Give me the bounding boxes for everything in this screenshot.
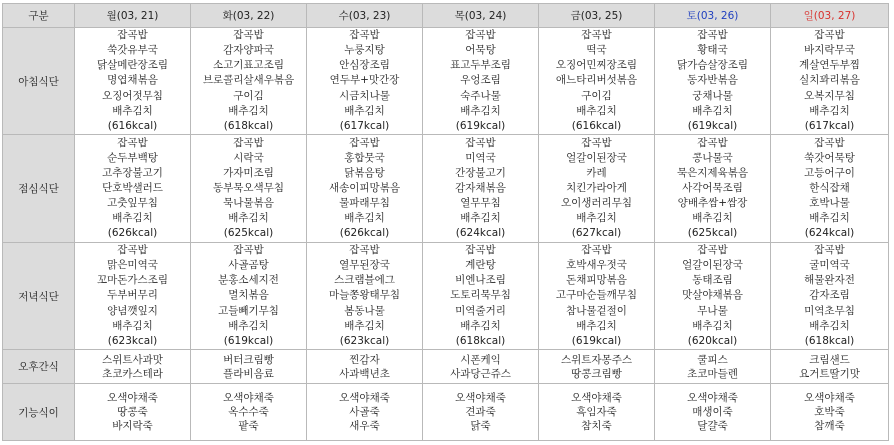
menu-cell-lunch-sat bbox=[655, 135, 771, 243]
menu-cell-snack-sun bbox=[771, 350, 889, 384]
menu-item: (618kcal) bbox=[455, 334, 506, 347]
menu-item: 잡곡밥 bbox=[697, 244, 728, 257]
menu-item: 사골곰탕 bbox=[228, 259, 269, 272]
menu-item: 매생이죽 bbox=[692, 406, 733, 418]
menu-item: 오색야채죽 bbox=[107, 392, 158, 404]
menu-item: 잡곡밥 bbox=[465, 29, 496, 42]
menu-item: 참치죽 bbox=[581, 420, 612, 432]
menu-item: 열무된장국 bbox=[339, 259, 390, 272]
menu-cell-breakfast-wed bbox=[307, 28, 423, 135]
menu-item: 궁채나물 bbox=[692, 89, 733, 102]
menu-item: 오징어젓무침 bbox=[102, 89, 163, 102]
menu-item: 꼬마돈가스조림 bbox=[96, 274, 168, 287]
menu-item: 숙주나물 bbox=[460, 89, 501, 102]
menu-item: 비엔나조림 bbox=[455, 274, 506, 287]
menu-item: 요거트딸기맛 bbox=[799, 367, 860, 380]
menu-item: 카레 bbox=[586, 166, 607, 179]
menu-cell-dinner-sat bbox=[655, 243, 771, 350]
menu-item: 잡곡밥 bbox=[581, 136, 612, 149]
menu-item: 호박새우젓국 bbox=[566, 259, 627, 272]
menu-cell-care-mon bbox=[75, 384, 191, 441]
menu-cell-lunch-thu bbox=[423, 135, 539, 243]
menu-item: 사과당근쥬스 bbox=[450, 367, 511, 380]
menu-item: 동태조림 bbox=[692, 274, 733, 287]
day-header-fri: 금(03, 25) bbox=[539, 4, 655, 28]
menu-item: 콩나물국 bbox=[692, 151, 733, 164]
menu-item: 홍합뭇국 bbox=[344, 151, 385, 164]
menu-item: 사과백년초 bbox=[339, 367, 390, 380]
menu-cell-care-wed bbox=[307, 384, 423, 441]
row-label-snack: 오후간식 bbox=[3, 350, 75, 384]
menu-item: 순두부백탕 bbox=[107, 151, 158, 164]
menu-item: 미역줄거리 bbox=[455, 304, 506, 317]
menu-item: (627kcal) bbox=[571, 227, 622, 240]
menu-item: (617kcal) bbox=[804, 119, 855, 132]
menu-item: 사각어묵조림 bbox=[682, 181, 743, 194]
menu-cell-snack-fri bbox=[539, 350, 655, 384]
menu-item: 고춧잎무침 bbox=[107, 197, 158, 210]
menu-item: 호박죽 bbox=[814, 406, 845, 418]
menu-item: 스위트자몽주스 bbox=[560, 353, 632, 366]
menu-item: 시금치나물 bbox=[339, 89, 390, 102]
menu-item: 잡곡밥 bbox=[581, 244, 612, 257]
menu-item: 분홍소세지전 bbox=[218, 274, 279, 287]
menu-item: 배추김치 bbox=[576, 319, 617, 332]
menu-item: 배추김치 bbox=[112, 212, 153, 225]
menu-item: 새우죽 bbox=[349, 420, 380, 432]
menu-item: 마늘쫑왕태무침 bbox=[328, 289, 400, 302]
menu-item: 누룽지탕 bbox=[344, 44, 385, 57]
menu-item: 옥수수죽 bbox=[228, 406, 269, 418]
menu-cell-snack-sat bbox=[655, 350, 771, 384]
menu-item: 양배추쌈+쌈장 bbox=[677, 197, 748, 210]
menu-cell-dinner-sun bbox=[771, 243, 889, 350]
header-row bbox=[3, 4, 889, 28]
menu-item: 한식잡채 bbox=[809, 181, 850, 194]
menu-item: 애느타리버섯볶음 bbox=[555, 74, 638, 87]
menu-item: 닭가슴살장조림 bbox=[676, 59, 748, 72]
meal-row-breakfast bbox=[3, 28, 889, 135]
day-header-sun: 일(03, 27) bbox=[771, 4, 889, 28]
menu-item: 시폰케익 bbox=[460, 353, 501, 366]
menu-item: 잡곡밥 bbox=[117, 136, 148, 149]
menu-item: 미역국 bbox=[465, 151, 496, 164]
menu-item: 잡곡밥 bbox=[349, 136, 380, 149]
menu-item: 스크램블에그 bbox=[334, 274, 395, 287]
menu-item: (618kcal) bbox=[804, 334, 855, 347]
menu-item: (625kcal) bbox=[223, 227, 274, 240]
menu-item: 배추김치 bbox=[344, 212, 385, 225]
menu-item: 실치꽈리볶음 bbox=[799, 74, 860, 87]
menu-item: 잡곡밥 bbox=[814, 136, 845, 149]
menu-item: 잡곡밥 bbox=[117, 29, 148, 42]
menu-item: 쑥갓어묵탕 bbox=[804, 151, 855, 164]
meal-row-care bbox=[3, 384, 889, 441]
menu-cell-care-sun bbox=[771, 384, 889, 441]
menu-item: 열무무침 bbox=[460, 197, 501, 210]
menu-item: 계살연두부찜 bbox=[799, 59, 860, 72]
menu-item: 굴미역국 bbox=[809, 259, 850, 272]
menu-item: 동자반볶음 bbox=[687, 74, 738, 87]
menu-item: (625kcal) bbox=[687, 227, 738, 240]
menu-item: (624kcal) bbox=[804, 227, 855, 240]
menu-item: 오징어민찌장조림 bbox=[555, 59, 638, 72]
menu-item: 버터크림빵 bbox=[223, 353, 274, 366]
menu-item: 배추김치 bbox=[809, 104, 850, 117]
menu-item: 감자조림 bbox=[809, 289, 850, 302]
menu-item: 돈채피망볶음 bbox=[566, 274, 627, 287]
menu-item: 얼갈이된장국 bbox=[566, 151, 627, 164]
menu-item: 흑임자죽 bbox=[576, 406, 617, 418]
menu-item: 시락국 bbox=[233, 151, 264, 164]
menu-cell-care-sat bbox=[655, 384, 771, 441]
menu-item: 간장불고기 bbox=[455, 166, 506, 179]
menu-item: 무나물 bbox=[697, 304, 728, 317]
menu-item: (623kcal) bbox=[339, 334, 390, 347]
menu-item: 잡곡밥 bbox=[233, 29, 264, 42]
meal-row-snack bbox=[3, 350, 889, 384]
menu-cell-dinner-tue bbox=[191, 243, 307, 350]
menu-item: 오이생러리무침 bbox=[560, 197, 632, 210]
menu-item: 소고기표고조림 bbox=[212, 59, 284, 72]
menu-item: 크림샌드 bbox=[809, 353, 850, 366]
menu-item: 배추김치 bbox=[112, 319, 153, 332]
menu-cell-lunch-sun bbox=[771, 135, 889, 243]
weekly-meal-table bbox=[2, 3, 889, 441]
menu-cell-breakfast-thu bbox=[423, 28, 539, 135]
menu-item: 배추김치 bbox=[576, 212, 617, 225]
menu-item: 봄동나물 bbox=[344, 304, 385, 317]
menu-item: 단호박샐러드 bbox=[102, 181, 163, 194]
row-label-breakfast: 아침식단 bbox=[3, 28, 75, 135]
menu-cell-breakfast-sat bbox=[655, 28, 771, 135]
menu-item: 잡곡밥 bbox=[697, 136, 728, 149]
menu-item: (619kcal) bbox=[571, 334, 622, 347]
menu-item: 쿨피스 bbox=[697, 353, 728, 366]
menu-item: 배추김치 bbox=[692, 319, 733, 332]
menu-item: 바지락무국 bbox=[804, 44, 855, 57]
menu-cell-snack-tue bbox=[191, 350, 307, 384]
menu-item: 두부버무리 bbox=[107, 289, 158, 302]
menu-item: 구이김 bbox=[581, 89, 612, 102]
menu-item: 사골죽 bbox=[349, 406, 380, 418]
menu-cell-lunch-mon bbox=[75, 135, 191, 243]
menu-item: 배추김치 bbox=[228, 104, 269, 117]
menu-cell-snack-thu bbox=[423, 350, 539, 384]
menu-item: (623kcal) bbox=[107, 334, 158, 347]
day-header-wed: 수(03, 23) bbox=[307, 4, 423, 28]
category-header: 구분 bbox=[3, 4, 75, 28]
menu-item: 어묵탕 bbox=[465, 44, 496, 57]
menu-item: 고추장불고기 bbox=[102, 166, 163, 179]
menu-item: 땅콩죽 bbox=[117, 406, 148, 418]
menu-cell-breakfast-mon bbox=[75, 28, 191, 135]
menu-item: (616kcal) bbox=[107, 119, 158, 132]
menu-item: 연두부+맛간장 bbox=[329, 74, 400, 87]
menu-item: 맛살야채볶음 bbox=[682, 289, 743, 302]
menu-item: 황태국 bbox=[697, 44, 728, 57]
menu-item: 바지락죽 bbox=[112, 420, 153, 432]
menu-cell-snack-mon bbox=[75, 350, 191, 384]
menu-item: 배추김치 bbox=[460, 319, 501, 332]
day-header-tue: 화(03, 22) bbox=[191, 4, 307, 28]
menu-item: 고등어구이 bbox=[804, 166, 855, 179]
menu-item: 잡곡밥 bbox=[349, 29, 380, 42]
menu-item: 치킨가라아게 bbox=[566, 181, 627, 194]
menu-item: 잡곡밥 bbox=[349, 244, 380, 257]
menu-item: (620kcal) bbox=[687, 334, 738, 347]
meal-rows bbox=[3, 28, 889, 441]
menu-item: 배추김치 bbox=[460, 104, 501, 117]
menu-item: 잡곡밥 bbox=[697, 29, 728, 42]
menu-item: 배추김치 bbox=[809, 319, 850, 332]
menu-item: 도토리묵무침 bbox=[450, 289, 511, 302]
menu-item: (619kcal) bbox=[687, 119, 738, 132]
menu-item: 얼갈이된장국 bbox=[682, 259, 743, 272]
menu-item: 오색야채죽 bbox=[455, 392, 506, 404]
menu-item: 찐감자 bbox=[349, 353, 380, 366]
menu-item: 잡곡밥 bbox=[117, 244, 148, 257]
menu-item: (619kcal) bbox=[455, 119, 506, 132]
menu-item: 양념깻잎지 bbox=[107, 304, 158, 317]
menu-item: 잡곡밥 bbox=[465, 244, 496, 257]
menu-item: 고들빼기무침 bbox=[218, 304, 279, 317]
menu-item: 새송이피망볶음 bbox=[328, 181, 400, 194]
menu-item: (624kcal) bbox=[455, 227, 506, 240]
day-header-thu: 목(03, 24) bbox=[423, 4, 539, 28]
menu-cell-snack-wed bbox=[307, 350, 423, 384]
menu-item: 가자미조림 bbox=[223, 166, 274, 179]
menu-item: 오색야채죽 bbox=[223, 392, 274, 404]
menu-item: 잡곡밥 bbox=[581, 29, 612, 42]
menu-item: 오색야채죽 bbox=[804, 392, 855, 404]
menu-item: 잡곡밥 bbox=[233, 136, 264, 149]
menu-item: 배추김치 bbox=[344, 104, 385, 117]
menu-item: 오색야채죽 bbox=[571, 392, 622, 404]
row-label-dinner: 저녁식단 bbox=[3, 243, 75, 350]
menu-item: 잡곡밥 bbox=[233, 244, 264, 257]
menu-item: 오복지무침 bbox=[804, 89, 855, 102]
menu-item: 묵나물볶음 bbox=[223, 197, 274, 210]
menu-cell-dinner-mon bbox=[75, 243, 191, 350]
menu-item: 배추김치 bbox=[112, 104, 153, 117]
menu-item: 묵은지제육볶음 bbox=[676, 166, 748, 179]
menu-item: 배추김치 bbox=[228, 319, 269, 332]
menu-item: 배추김치 bbox=[344, 319, 385, 332]
day-header-sat: 토(03, 26) bbox=[655, 4, 771, 28]
menu-item: (617kcal) bbox=[339, 119, 390, 132]
menu-item: 잡곡밥 bbox=[814, 29, 845, 42]
menu-item: 플라비음료 bbox=[223, 367, 274, 380]
menu-item: 닭살메란장조림 bbox=[96, 59, 168, 72]
menu-item: 물파래무침 bbox=[339, 197, 390, 210]
menu-item: 쑥갓유부국 bbox=[107, 44, 158, 57]
menu-item: 닭볶음탕 bbox=[344, 166, 385, 179]
menu-item: 감자채볶음 bbox=[455, 181, 506, 194]
meal-row-lunch bbox=[3, 135, 889, 243]
menu-item: 배추김치 bbox=[228, 212, 269, 225]
menu-item: 참나물겉절이 bbox=[566, 304, 627, 317]
menu-item: 잡곡밥 bbox=[465, 136, 496, 149]
menu-item: (626kcal) bbox=[339, 227, 390, 240]
menu-cell-breakfast-sun bbox=[771, 28, 889, 135]
meal-row-dinner bbox=[3, 243, 889, 350]
menu-item: 배추김치 bbox=[809, 212, 850, 225]
menu-item: 미역초무침 bbox=[804, 304, 855, 317]
menu-cell-breakfast-tue bbox=[191, 28, 307, 135]
menu-item: 오색야채죽 bbox=[339, 392, 390, 404]
menu-item: 호박나물 bbox=[809, 197, 850, 210]
menu-item: 참깨죽 bbox=[814, 420, 845, 432]
menu-item: (616kcal) bbox=[571, 119, 622, 132]
menu-cell-breakfast-fri bbox=[539, 28, 655, 135]
menu-item: 달걀죽 bbox=[697, 420, 728, 432]
menu-item: 명엽채볶음 bbox=[107, 74, 158, 87]
menu-item: (619kcal) bbox=[223, 334, 274, 347]
menu-item: (618kcal) bbox=[223, 119, 274, 132]
menu-cell-care-thu bbox=[423, 384, 539, 441]
menu-item: 닭죽 bbox=[470, 420, 491, 432]
menu-item: (626kcal) bbox=[107, 227, 158, 240]
menu-item: 동부묵오색무침 bbox=[212, 181, 284, 194]
row-label-lunch: 점심식단 bbox=[3, 135, 75, 243]
menu-item: 브로콜리살새우볶음 bbox=[202, 74, 295, 87]
menu-item: 구이김 bbox=[233, 89, 264, 102]
menu-item: 계란탕 bbox=[465, 259, 496, 272]
menu-item: 우엉조림 bbox=[460, 74, 501, 87]
menu-item: 초코마들렌 bbox=[687, 367, 738, 380]
menu-cell-dinner-thu bbox=[423, 243, 539, 350]
menu-item: 배추김치 bbox=[460, 212, 501, 225]
menu-item: 잡곡밥 bbox=[814, 244, 845, 257]
menu-cell-lunch-wed bbox=[307, 135, 423, 243]
menu-item: 팥죽 bbox=[238, 420, 259, 432]
menu-item: 견과죽 bbox=[465, 406, 496, 418]
menu-cell-lunch-fri bbox=[539, 135, 655, 243]
menu-item: 배추김치 bbox=[576, 104, 617, 117]
menu-item: 안심장조림 bbox=[339, 59, 390, 72]
day-header-mon: 월(03, 21) bbox=[75, 4, 191, 28]
menu-item: 고구마순들깨무침 bbox=[555, 289, 638, 302]
menu-item: 배추김치 bbox=[692, 212, 733, 225]
menu-item: 배추김치 bbox=[692, 104, 733, 117]
menu-cell-care-tue bbox=[191, 384, 307, 441]
menu-item: 해물완자전 bbox=[804, 274, 855, 287]
menu-cell-dinner-wed bbox=[307, 243, 423, 350]
menu-item: 떡국 bbox=[586, 44, 607, 57]
menu-item: 초코카스테라 bbox=[102, 367, 163, 380]
menu-item: 오색야채죽 bbox=[687, 392, 738, 404]
menu-item: 땅콩크림빵 bbox=[571, 367, 622, 380]
menu-cell-care-fri bbox=[539, 384, 655, 441]
menu-item: 표고두부조림 bbox=[450, 59, 511, 72]
menu-cell-lunch-tue bbox=[191, 135, 307, 243]
row-label-care: 기능식이 bbox=[3, 384, 75, 441]
menu-item: 멸치볶음 bbox=[228, 289, 269, 302]
menu-item: 스위트사과맛 bbox=[102, 353, 163, 366]
menu-item: 감자양파국 bbox=[223, 44, 274, 57]
menu-cell-dinner-fri bbox=[539, 243, 655, 350]
menu-item: 맑은미역국 bbox=[107, 259, 158, 272]
